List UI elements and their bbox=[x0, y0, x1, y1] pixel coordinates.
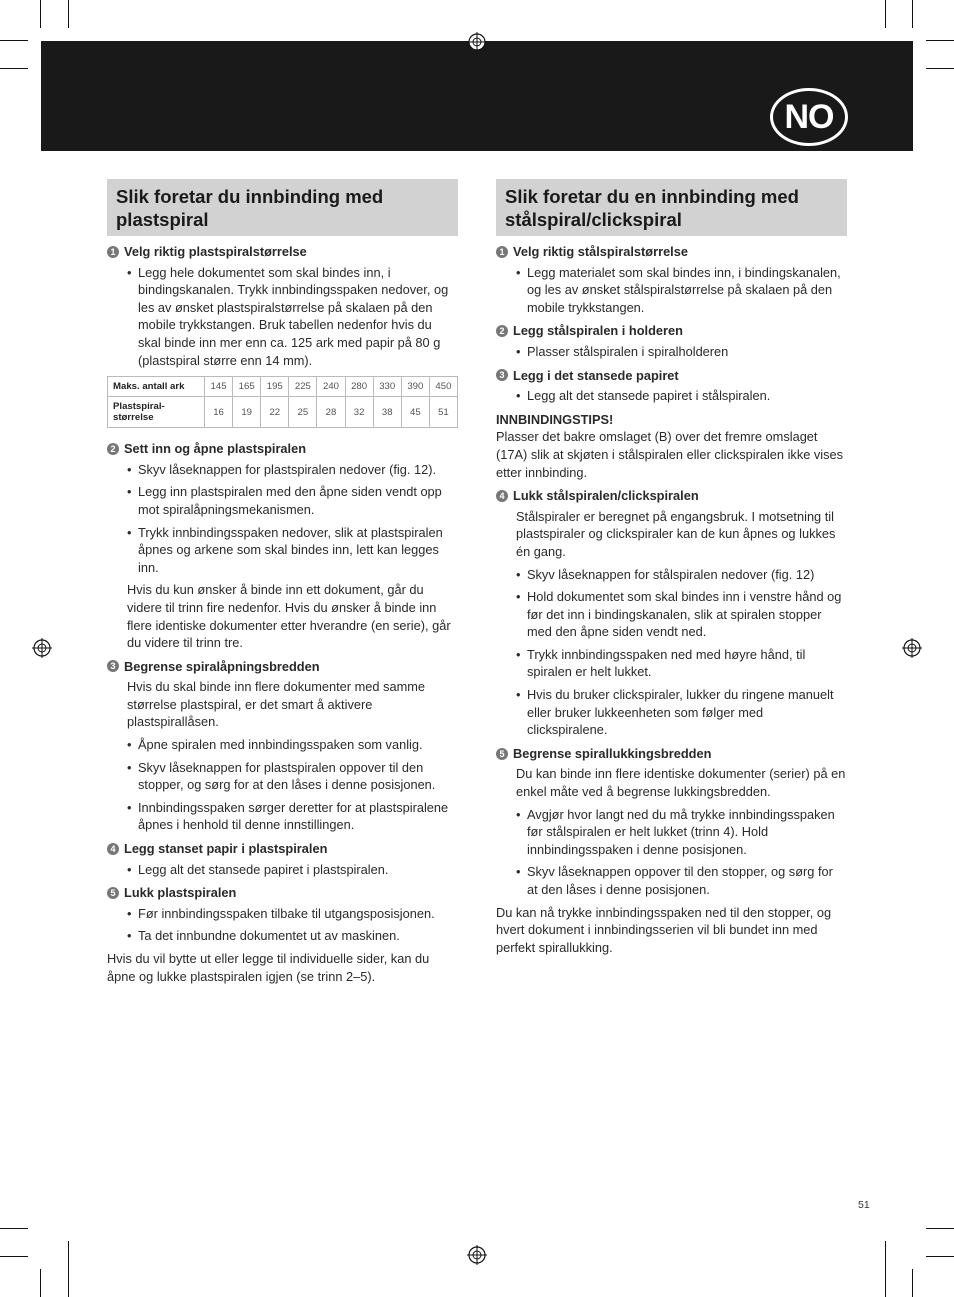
row-header: Maks. antall ark bbox=[108, 377, 205, 397]
registration-mark-icon bbox=[32, 638, 52, 658]
crop-mark bbox=[926, 1256, 954, 1257]
crop-mark bbox=[68, 0, 69, 28]
spiral-size-table bbox=[107, 376, 458, 428]
tips-paragraph: Plasser det bakre omslaget (B) over det fremre omslaget (17A) slik at skjøten i stålspiralen eller clickspiralen ikke vises etter innbinding. bbox=[496, 429, 844, 480]
body-paragraph: Hvis du skal binde inn flere dokumenter med samme størrelse plastspiral, er det smart å aktivere plastspirallåsen. bbox=[127, 679, 426, 730]
step-label: Lukk plastspiralen bbox=[124, 885, 237, 901]
bullet-item: • Før innbindingsspaken tilbake til utgangsposisjonen. bbox=[107, 905, 458, 923]
table-cell: 390 bbox=[401, 377, 429, 397]
step-heading bbox=[496, 322, 847, 340]
bullet-item: • Trykk innbindingsspaken nedover, slik at plastspiralen åpnes og arkene som skal bindes inn, lett kan legges inn. bbox=[107, 524, 458, 577]
bullet-item: • Legg inn plastspiralen med den åpne siden vendt opp mot spiralåpningsmekanismen. bbox=[107, 483, 458, 518]
step-heading bbox=[107, 840, 458, 858]
bullet-item: • Skyv låseknappen for stålspiralen nedover (fig. 12) bbox=[496, 566, 847, 584]
step-label: Legg stålspiralen i holderen bbox=[513, 323, 683, 339]
bullet-item: • Skyv låseknappen oppover til den stopper, og sørg for at den låses i denne posisjonen. bbox=[496, 863, 847, 898]
bullet-item: • Avgjør hvor langt ned du må trykke innbindingsspaken før stålspiralen er helt lukket (trinn 4). Hold innbindingsspaken i denne posisjonen. bbox=[496, 806, 847, 859]
bullet-item: • Ta det innbundne dokumentet ut av maskinen. bbox=[107, 927, 458, 945]
crop-mark bbox=[885, 0, 886, 28]
step-number-icon: 1 bbox=[496, 246, 508, 258]
left-column bbox=[107, 179, 458, 990]
table-cell: 22 bbox=[261, 397, 289, 428]
tips-heading: INNBINDINGSTIPS! bbox=[496, 411, 614, 427]
table-cell: 51 bbox=[429, 397, 457, 428]
table-cell: 38 bbox=[373, 397, 401, 428]
table-cell: 45 bbox=[401, 397, 429, 428]
crop-mark bbox=[912, 1269, 913, 1297]
crop-mark bbox=[0, 40, 28, 41]
crop-mark bbox=[40, 0, 41, 28]
table-cell: 225 bbox=[289, 377, 317, 397]
crop-mark bbox=[0, 1256, 28, 1257]
crop-mark bbox=[926, 40, 954, 41]
table-row bbox=[108, 397, 458, 428]
table-cell: 32 bbox=[345, 397, 373, 428]
bullet-item: • Innbindingsspaken sørger deretter for at plastspiralene åpnes i henhold til denne innstillingen. bbox=[107, 799, 458, 834]
step-label: Lukk stålspiralen/clickspiralen bbox=[513, 488, 699, 504]
step-heading bbox=[107, 440, 458, 458]
page-number: 51 bbox=[858, 1199, 870, 1211]
crop-mark bbox=[926, 68, 954, 69]
step-heading bbox=[496, 367, 847, 385]
step-number-icon: 2 bbox=[107, 443, 119, 455]
bullet-item: • Legg materialet som skal bindes inn, i bindingskanalen, og les av ønsket stålspiralstørrelse på skalaen på den mobile trykkstangen. bbox=[496, 264, 847, 317]
body-paragraph: Du kan binde inn flere identiske dokumenter (serier) på en enkel måte ved å begrense lukkingsbredden. bbox=[516, 766, 846, 800]
table-cell: 330 bbox=[373, 377, 401, 397]
registration-mark-icon bbox=[467, 1245, 487, 1265]
step-number-icon: 4 bbox=[496, 490, 508, 502]
table-cell: 165 bbox=[233, 377, 261, 397]
bullet-item: • Hvis du bruker clickspiraler, lukker du ringene manuelt eller bruker lukkeenheten som følger med clickspiralene. bbox=[496, 686, 847, 739]
table-row bbox=[108, 377, 458, 397]
bullet-item: • Legg alt det stansede papiret i stålspiralen. bbox=[496, 387, 847, 405]
body-paragraph: Stålspiraler er beregnet på engangsbruk. I motsetning til plastspiraler og clickspiraler kan de kun åpnes og lukkes én gang. bbox=[516, 508, 836, 559]
registration-mark-icon bbox=[902, 638, 922, 658]
bullet-item: • Legg alt det stansede papiret i plastspiralen. bbox=[107, 861, 458, 879]
step-label: Sett inn og åpne plastspiralen bbox=[124, 441, 307, 457]
section-title: Slik foretar du en innbinding med stålspiral/clickspiral bbox=[496, 179, 847, 236]
crop-mark bbox=[68, 1241, 69, 1297]
step-heading bbox=[496, 243, 847, 261]
table-cell: 240 bbox=[317, 377, 345, 397]
step-number-icon: 4 bbox=[107, 843, 119, 855]
crop-mark bbox=[40, 1269, 41, 1297]
bullet-item: • Legg hele dokumentet som skal bindes inn, i bindingskanalen. Trykk innbindingsspaken nedover, og les av ønsket plastspiralstørrelse på skalaen på den mobile trykkstangen. Bruk tabellen nedenfor hvis du skal binde inn mer enn ca. 125 ark med papir på 80 g (plastspiral større enn 14 mm). bbox=[107, 264, 458, 370]
crop-mark bbox=[912, 0, 913, 28]
step-heading bbox=[107, 243, 458, 261]
table-cell: 28 bbox=[317, 397, 345, 428]
right-column bbox=[496, 179, 847, 961]
table-cell: 16 bbox=[205, 397, 233, 428]
crop-mark bbox=[0, 68, 28, 69]
table-cell: 450 bbox=[429, 377, 457, 397]
bullet-item: • Åpne spiralen med innbindingsspaken som vanlig. bbox=[107, 736, 458, 754]
closing-paragraph: Du kan nå trykke innbindingsspaken ned til den stopper, og hvert dokument i innbindingsserien vil bli bundet inn med perfekt spirallukking. bbox=[496, 904, 832, 955]
bullet-item: • Skyv låseknappen for plastspiralen oppover til den stopper, og sørg for at den låses i denne posisjonen. bbox=[107, 759, 458, 794]
step-number-icon: 3 bbox=[496, 369, 508, 381]
step-number-icon: 5 bbox=[107, 887, 119, 899]
row-header: Plastspiral-størrelse bbox=[108, 397, 205, 428]
step-label: Legg stanset papir i plastspiralen bbox=[124, 841, 328, 857]
step-heading bbox=[107, 658, 458, 676]
table-cell: 19 bbox=[233, 397, 261, 428]
language-badge: NO bbox=[770, 88, 848, 146]
step-label: Velg riktig plastspiralstørrelse bbox=[124, 244, 307, 259]
table-cell: 25 bbox=[289, 397, 317, 428]
step-number-icon: 1 bbox=[107, 246, 119, 258]
registration-mark-icon bbox=[467, 32, 487, 52]
bullet-item: • Hold dokumentet som skal bindes inn i venstre hånd og før det inn i bindingskanalen, slik at spiralen stopper med den åpne siden vendt ned. bbox=[496, 588, 847, 641]
step-label: Velg riktig stålspiralstørrelse bbox=[513, 244, 688, 259]
crop-mark bbox=[0, 1228, 28, 1229]
step-label: Begrense spiralåpningsbredden bbox=[124, 658, 320, 674]
step-heading bbox=[496, 487, 847, 505]
step-heading bbox=[496, 745, 847, 763]
step-label: Begrense spirallukkingsbredden bbox=[513, 745, 712, 761]
table-cell: 145 bbox=[205, 377, 233, 397]
step-number-icon: 3 bbox=[107, 660, 119, 672]
closing-paragraph: Hvis du vil bytte ut eller legge til individuelle sider, kan du åpne og lukke plastspiralen igjen (se trinn 2–5). bbox=[107, 951, 430, 984]
crop-mark bbox=[926, 1228, 954, 1229]
step-number-icon: 2 bbox=[496, 325, 508, 337]
section-title: Slik foretar du innbinding med plastspiral bbox=[107, 179, 458, 236]
step-label: Legg i det stansede papiret bbox=[513, 367, 679, 383]
body-paragraph: Hvis du kun ønsker å binde inn ett dokument, går du videre til trinn fire nedenfor. Hvis du ønsker å binde inn flere identiske dokumenter etter hverandre (en serie), går du videre til trinn tre. bbox=[127, 582, 451, 651]
bullet-item: • Plasser stålspiralen i spiralholderen bbox=[496, 343, 847, 361]
bullet-item: • Skyv låseknappen for plastspiralen nedover (fig. 12). bbox=[107, 461, 458, 479]
table-cell: 280 bbox=[345, 377, 373, 397]
table-cell: 195 bbox=[261, 377, 289, 397]
crop-mark bbox=[885, 1241, 886, 1297]
step-number-icon: 5 bbox=[496, 748, 508, 760]
step-heading bbox=[107, 884, 458, 902]
bullet-item: • Trykk innbindingsspaken ned med høyre hånd, til spiralen er helt lukket. bbox=[496, 646, 847, 681]
